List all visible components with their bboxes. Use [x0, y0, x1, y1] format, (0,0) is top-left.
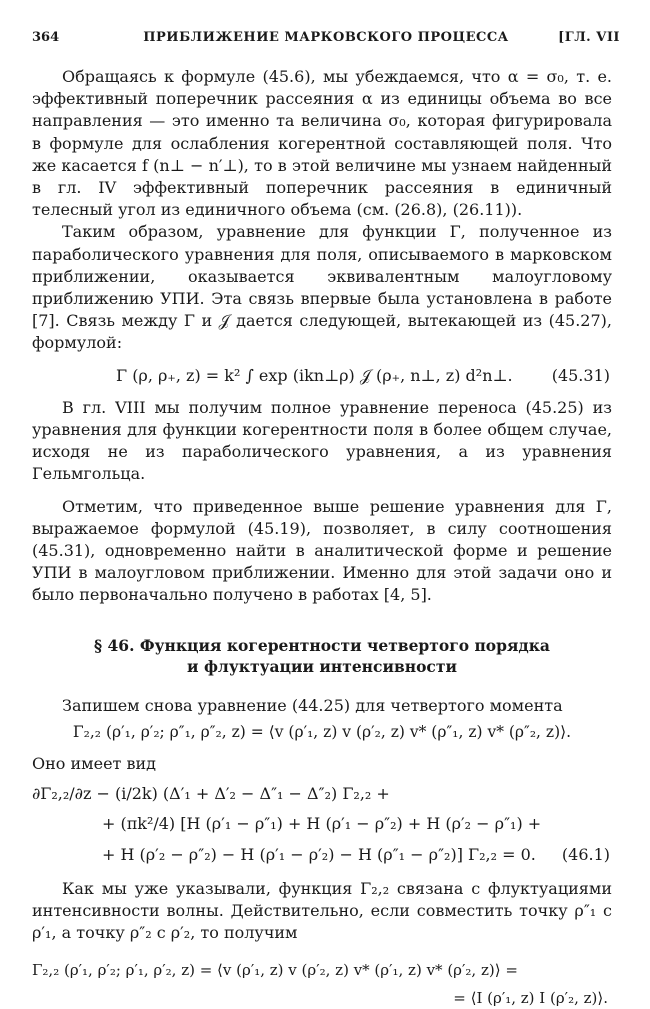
- equation-45-31-number: (45.31): [551, 365, 610, 385]
- paragraph-2: Таким образом, уравнение для функции Γ, полученное из параболического уравнения для поля, описываемого в марковском приближении, оказывается эквивалентным малоугловому приближению УПИ. Эта связь впервые была установлена в работе [7]. Связь между Γ и 𝒥 дается следующей, вытекающей из (45.27), формулой:: [32, 222, 612, 353]
- section-title-line-1: § 46. Функция когерентности четвертого порядка: [94, 635, 550, 655]
- running-title: ПРИБЛИЖЕНИЕ МАРКОВСКОГО ПРОЦЕССА: [143, 30, 509, 45]
- page-body: [32, 66, 612, 1009]
- equation-46-1-line-3-row: [102, 844, 612, 866]
- paragraph-3: В гл. VIII мы получим полное уравнение переноса (45.25) из уравнения для функции когерентности поля в более общем случае, исходя не из параболического уравнения, а из уравнения Гельмгольца.: [32, 397, 612, 484]
- equation-45-31: [116, 365, 612, 387]
- equation-intensity: [32, 959, 612, 1009]
- paragraph-1: Обращаясь к формуле (45.6), мы убеждаемся, что α = σ₀, т. е. эффективный поперечник рассеяния α из единицы объема во все направления — это именно та величина σ₀, которая фигурировала в формуле для ослабления когерентной составляющей поля. Что же касается f (n⊥ − n′⊥), то в этой величине мы узнаем найденный в гл. IV эффективный поперечник рассеяния в единичный телесный угол из единичного объема (см. (26.8), (26.11)).: [32, 67, 612, 220]
- chapter-label: [ГЛ. VII: [558, 30, 620, 45]
- section-heading: [32, 635, 612, 677]
- page-number: 364: [32, 30, 60, 45]
- equation-46-1-line-3: + H (ρ′₂ − ρ″₂) − H (ρ′₁ − ρ′₂) − H (ρ″₁ − ρ″₂)] Γ₂,₂ = 0.: [102, 844, 536, 864]
- running-header: [32, 30, 620, 52]
- equation-46-1: [32, 783, 612, 866]
- equation-46-1-line-2: + (πk²/4) [H (ρ′₁ − ρ″₁) + H (ρ′₁ − ρ″₂) + H (ρ′₂ − ρ″₁) +: [102, 814, 542, 834]
- equation-intensity-line-2: = ⟨I (ρ′₁, z) I (ρ′₂, z)⟩.: [453, 988, 608, 1007]
- paragraph-7: Как мы уже указывали, функция Γ₂,₂ связана с флуктуациями интенсивности волны. Действительно, если совместить точку ρ″₁ с ρ′₁, а точку ρ″₂ с ρ′₂, то получим: [32, 878, 612, 943]
- paragraph-6: Оно имеет вид: [32, 754, 157, 774]
- section-title-line-2: и флуктуации интенсивности: [187, 656, 457, 676]
- equation-45-31-body: Γ (ρ, ρ₊, z) = k² ∫ exp (ikn⊥ρ) 𝒥 (ρ₊, n⊥, z) d²n⊥.: [116, 365, 513, 385]
- equation-46-1-number: (46.1): [561, 844, 610, 864]
- paragraph-4: Отметим, что приведенное выше решение уравнения для Γ, выражаемое формулой (45.19), позволяет, в силу соотношения (45.31), одновременно найти в аналитической форме и решение УПИ в малоугловом приближении. Именно для этой задачи оно и было первоначально получено в работах [4, 5].: [32, 496, 612, 605]
- equation-fourth-moment-body: Γ₂,₂ (ρ′₁, ρ′₂; ρ″₁, ρ″₂, z) = ⟨v (ρ′₁, z) v (ρ′₂, z) v* (ρ″₁, z) v* (ρ″₂, z)⟩.: [72, 722, 572, 741]
- equation-46-1-line-1: ∂Γ₂,₂/∂z − (i/2k) (Δ′₁ + Δ′₂ − Δ″₁ − Δ″₂) Γ₂,₂ +: [32, 784, 390, 804]
- equation-fourth-moment: [32, 721, 612, 743]
- equation-intensity-line-1: Γ₂,₂ (ρ′₁, ρ′₂; ρ′₁, ρ′₂, z) = ⟨v (ρ′₁, z) v (ρ′₂, z) v* (ρ′₁, z) v* (ρ′₂, z)⟩ =: [32, 960, 518, 979]
- paragraph-5: Запишем снова уравнение (44.25) для четвертого момента: [62, 695, 563, 715]
